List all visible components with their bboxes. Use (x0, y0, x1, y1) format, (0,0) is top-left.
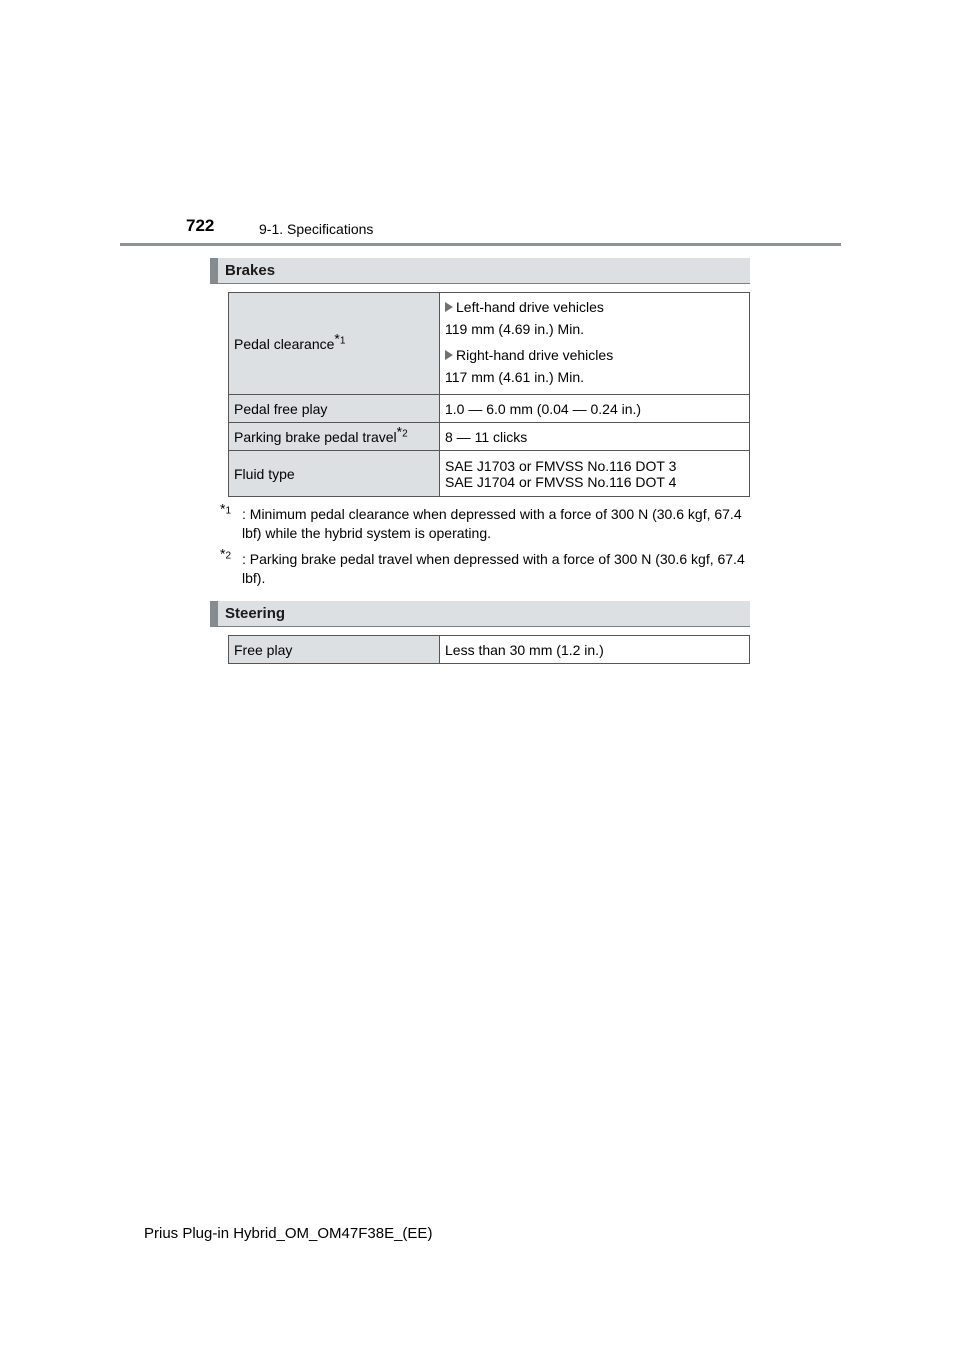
spec-label: Fluid type (234, 465, 295, 482)
footnote-ref: 2 (402, 427, 408, 439)
footnote-number: 1 (225, 505, 232, 517)
spec-label-cell (229, 636, 440, 664)
subheading-text: Left-hand drive vehicles (456, 299, 604, 315)
asterisk-icon: * (220, 545, 226, 562)
asterisk-icon: * (396, 422, 403, 439)
spec-value: Less than 30 mm (1.2 in.) (445, 641, 604, 658)
header-rule (120, 243, 841, 246)
spec-value: 117 mm (4.61 in.) Min. (445, 369, 585, 385)
spec-label-cell (229, 451, 440, 497)
spec-value-cell (440, 395, 750, 423)
subheading-right-hand (445, 347, 744, 363)
section-header-steering (210, 601, 750, 627)
spec-label: Parking brake pedal travel (234, 428, 397, 445)
asterisk-icon: * (220, 500, 226, 517)
footnote-1 (220, 500, 750, 543)
table-row (229, 423, 750, 451)
asterisk-icon: * (334, 329, 340, 346)
page-number: 722 (186, 216, 215, 235)
spec-label: Free play (234, 641, 293, 658)
spec-value-cell (440, 293, 750, 395)
spec-value: 8 — 11 clicks (445, 428, 528, 445)
footnote-text: : Minimum pedal clearance when depressed with a force of 300 N (30.6 kgf, 67.4 lbf) while the hybrid system is operating. (242, 506, 742, 541)
section-header-brakes (210, 258, 750, 284)
spec-value-cell (440, 636, 750, 664)
spec-label: Pedal clearance (234, 335, 335, 352)
footnote-2 (220, 545, 750, 588)
steering-spec-table (228, 635, 750, 664)
spec-value: 1.0 — 6.0 mm (0.04 — 0.24 in.) (445, 400, 642, 417)
footnote-mark (220, 545, 232, 569)
subheading-text: Right-hand drive vehicles (456, 347, 614, 363)
spec-value-cell (440, 423, 750, 451)
table-row (229, 636, 750, 664)
spec-value-cell (440, 451, 750, 497)
spec-value-line: SAE J1703 or FMVSS No.116 DOT 3 (445, 457, 677, 474)
spec-label-cell (229, 423, 440, 451)
right-triangle-icon (445, 350, 453, 360)
footnote-number: 2 (225, 550, 232, 562)
right-triangle-icon (445, 302, 453, 312)
table-row (229, 451, 750, 497)
footnote-text: : Parking brake pedal travel when depressed with a force of 300 N (30.6 kgf, 67.4 lbf). (242, 551, 745, 586)
spec-label-cell (229, 395, 440, 423)
footnote-ref: 1 (339, 334, 346, 346)
brakes-spec-table (228, 292, 750, 497)
table-row (229, 395, 750, 423)
subheading-left-hand (445, 299, 744, 315)
spec-label: Pedal free play (234, 400, 328, 417)
table-row (229, 293, 750, 395)
footer-document-id: Prius Plug-in Hybrid_OM_OM47F38E_(EE) (144, 1225, 433, 1242)
footnote-mark (220, 500, 232, 524)
spec-label-cell (229, 293, 440, 395)
section-title-steering: Steering (225, 605, 286, 622)
spec-value: 119 mm (4.69 in.) Min. (445, 321, 585, 337)
spec-value-line: SAE J1704 or FMVSS No.116 DOT 4 (445, 473, 677, 490)
section-title-brakes: Brakes (225, 262, 276, 279)
chapter-title: 9-1. Specifications (259, 221, 374, 237)
